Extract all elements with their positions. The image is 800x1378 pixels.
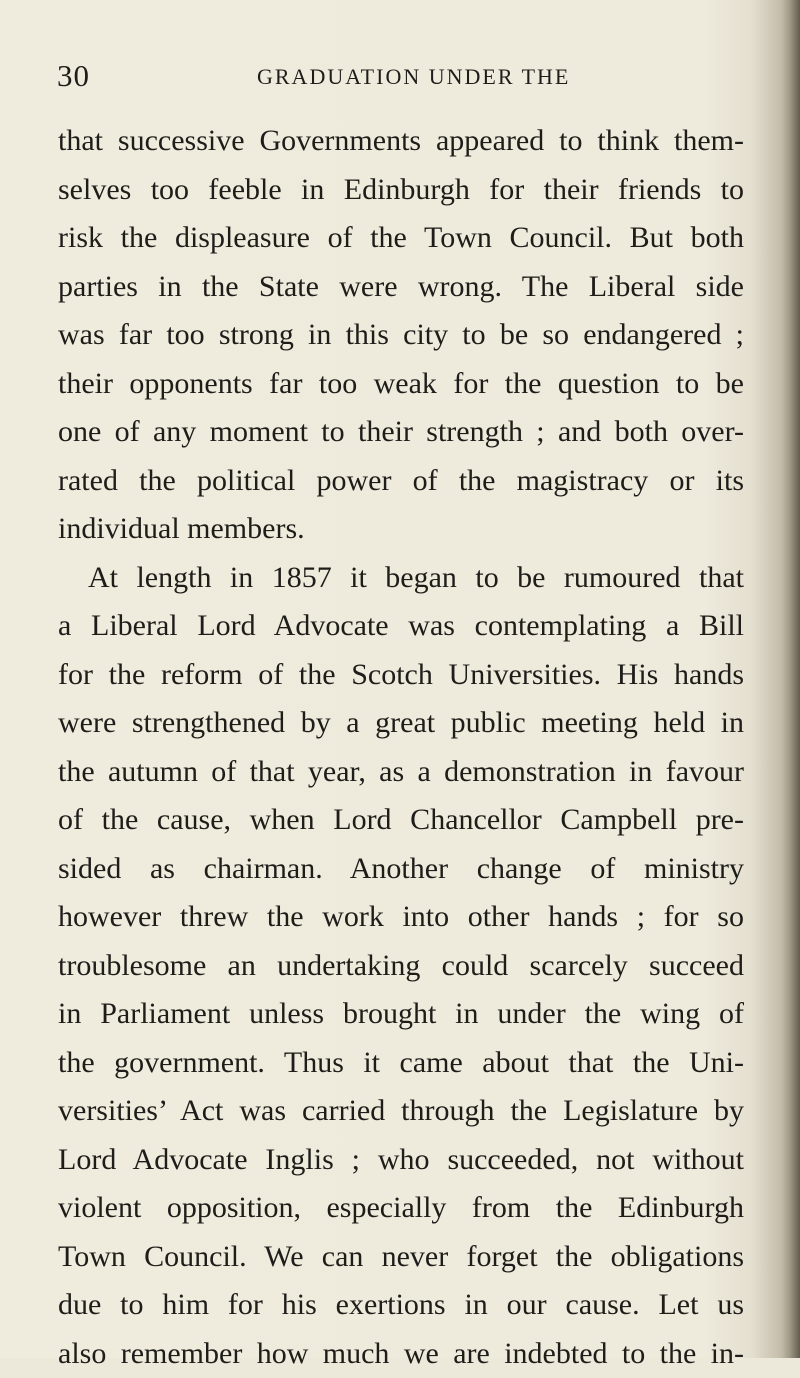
text-line: the government. Thus it came about that the Uni- bbox=[58, 1039, 744, 1088]
text-line: were strengthened by a great public meeting held in bbox=[58, 699, 744, 748]
text-line: risk the displeasure of the Town Council. But both bbox=[58, 214, 744, 263]
running-head: GRADUATION UNDER THE bbox=[257, 64, 570, 90]
text-line: troublesome an undertaking could scarcely succeed bbox=[58, 942, 744, 991]
text-line: rated the political power of the magistracy or its bbox=[58, 457, 744, 506]
page-number: 30 bbox=[57, 58, 90, 94]
text-line: for the reform of the Scotch Universities. His hands bbox=[58, 651, 744, 700]
text-line: the autumn of that year, as a demonstration in favour bbox=[58, 748, 744, 797]
text-line: parties in the State were wrong. The Liberal side bbox=[58, 263, 744, 312]
text-line: in Parliament unless brought in under the wing of bbox=[58, 990, 744, 1039]
paragraph-end-line: individual members. bbox=[58, 505, 744, 554]
page-edge-shadow bbox=[782, 0, 800, 1358]
text-line: Town Council. We can never forget the obligations bbox=[58, 1233, 744, 1282]
text-line: of the cause, when Lord Chancellor Campbell pre- bbox=[58, 796, 744, 845]
paragraph-start-line: At length in 1857 it began to be rumoured that bbox=[58, 554, 744, 603]
text-line: however threw the work into other hands ; for so bbox=[58, 893, 744, 942]
text-line: selves too feeble in Edinburgh for their friends to bbox=[58, 166, 744, 215]
text-line: their opponents far too weak for the question to be bbox=[58, 360, 744, 409]
text-line: versities’ Act was carried through the Legislature by bbox=[58, 1087, 744, 1136]
text-line: violent opposition, especially from the Edinburgh bbox=[58, 1184, 744, 1233]
text-line: Lord Advocate Inglis ; who succeeded, not without bbox=[58, 1136, 744, 1185]
text-line: a Liberal Lord Advocate was contemplating a Bill bbox=[58, 602, 744, 651]
text-line: was far too strong in this city to be so endangered ; bbox=[58, 311, 744, 360]
text-line: due to him for his exertions in our cause. Let us bbox=[58, 1281, 744, 1330]
text-line: sided as chairman. Another change of ministry bbox=[58, 845, 744, 894]
page-header bbox=[57, 58, 720, 98]
text-line: that successive Governments appeared to think them- bbox=[58, 117, 744, 166]
text-line: one of any moment to their strength ; and both over- bbox=[58, 408, 744, 457]
body-text bbox=[58, 117, 744, 1378]
text-line: also remember how much we are indebted to the in- bbox=[58, 1330, 744, 1378]
